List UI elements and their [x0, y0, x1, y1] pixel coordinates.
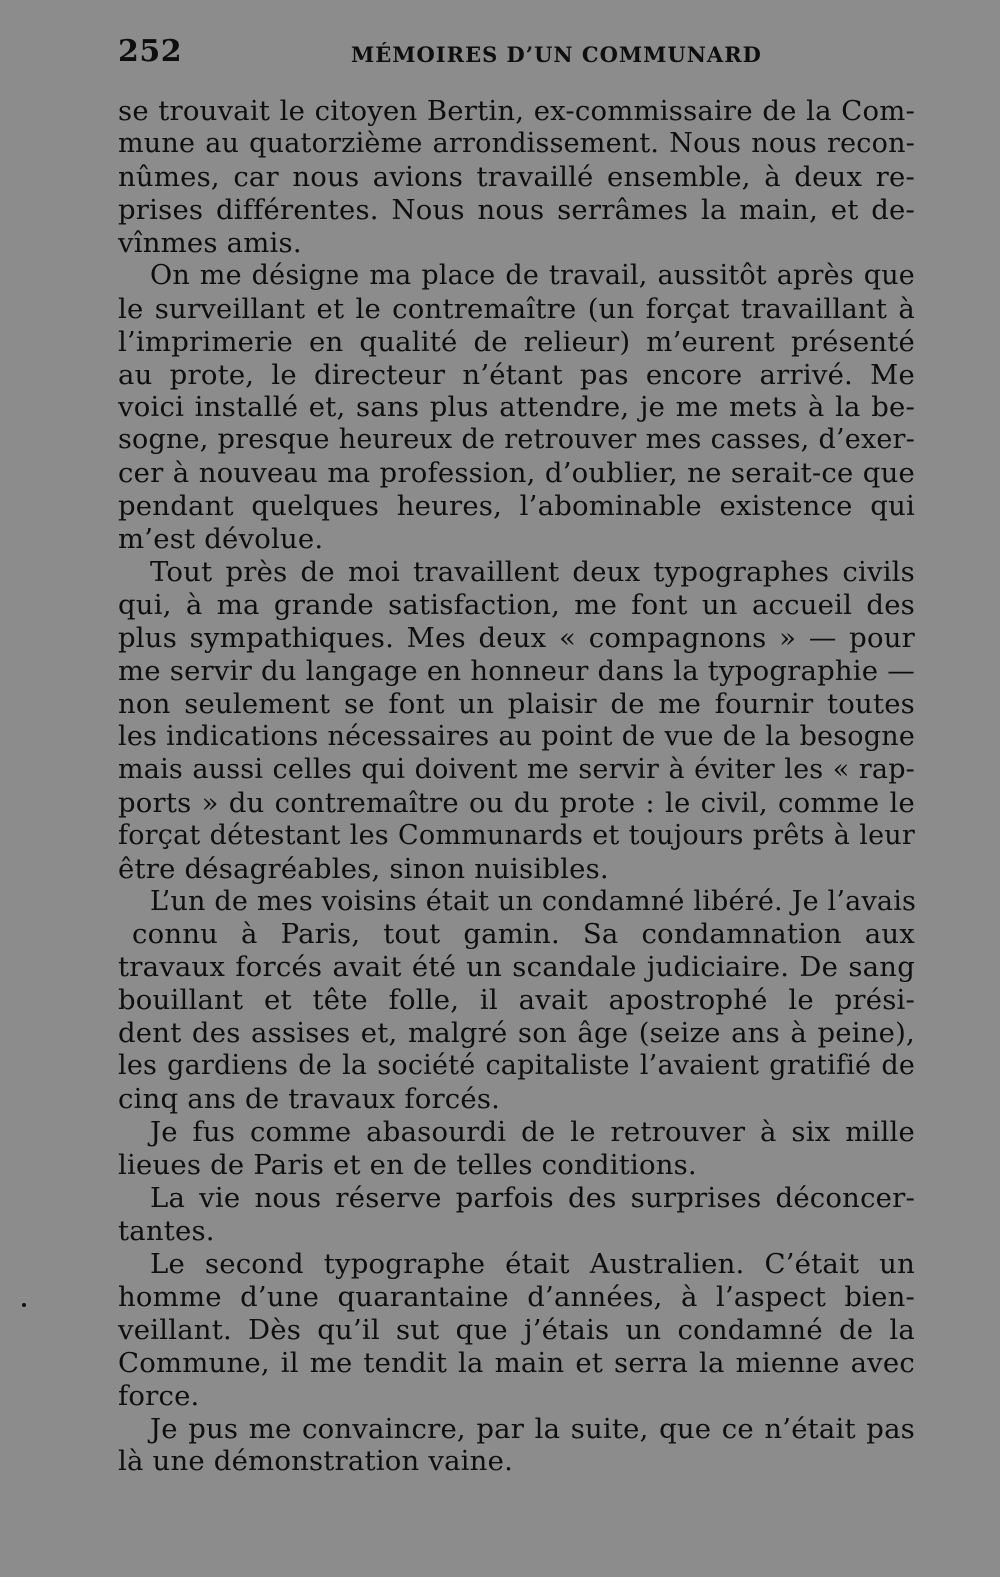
ink-speck — [22, 1303, 26, 1307]
text-line: au prote, le directeur n’étant pas encore arrivé. Me — [118, 358, 915, 391]
text-line: les indications nécessaires au point de vue de la besogne — [118, 720, 915, 752]
text-line: travaux forcés avait été un scandale judiciaire. De sang — [118, 951, 915, 984]
page-number: 252 — [118, 34, 183, 69]
paragraph-start-line: L’un de mes voisins était un condamné libéré. Je l’avais — [150, 885, 917, 917]
text-line: me servir du langage en honneur dans la typographie — — [118, 654, 915, 687]
text-line: non seulement se font un plaisir de me fournir toutes — [118, 687, 915, 720]
text-line: les gardiens de la société capitaliste l’avaient gratifié de — [118, 1050, 915, 1082]
page-header — [118, 34, 915, 74]
text-line: cer à nouveau ma profession, d’oublier, ne serait-ce que — [118, 457, 915, 490]
text-line: voici installé et, sans plus attendre, je me mets à la be- — [118, 391, 915, 424]
paragraph-start-line: Tout près de moi travaillent deux typographes civils — [150, 556, 915, 589]
text-line: qui, à ma grande satisfaction, me font un accueil des — [118, 589, 915, 622]
text-line: forçat détestant les Communards et toujours prêts à leur — [118, 819, 915, 851]
text-line: cinq ans de travaux forcés. — [118, 1083, 501, 1116]
text-line: tantes. — [118, 1214, 215, 1247]
text-line: se trouvait le citoyen Bertin, ex-commissaire de la Com- — [118, 95, 915, 127]
text-line: veillant. Dès qu’il sut que j’étais un condamné de la — [118, 1313, 915, 1346]
text-line: sogne, presque heureux de retrouver mes casses, d’exer- — [118, 424, 915, 456]
text-line: ports » du contremaître ou du prote : le civil, comme le — [118, 786, 915, 819]
paragraph-start-line: On me désigne ma place de travail, aussitôt après que — [150, 259, 915, 291]
running-title: MÉMOIRES D’UN COMMUNARD — [351, 42, 762, 67]
text-line: vînmes amis. — [118, 226, 302, 259]
text-line: mais aussi celles qui doivent me servir à éviter les « rap- — [118, 753, 915, 785]
text-line: homme d’une quarantaine d’années, à l’aspect bien- — [118, 1280, 915, 1313]
text-line: plus sympathiques. Mes deux « compagnons » — pour — [118, 622, 915, 654]
text-line: lieues de Paris et en de telles conditions. — [118, 1149, 697, 1181]
text-line: m’est dévolue. — [118, 523, 324, 556]
text-line: prises différentes. Nous nous serrâmes la main, et de- — [118, 193, 915, 226]
text-line: nûmes, car nous avions travaillé ensemble, à deux re- — [118, 160, 915, 193]
text-line: Commune, il me tendit la main et serra la mienne avec — [118, 1346, 915, 1379]
paragraph-start-line: La vie nous réserve parfois des surprises déconcer- — [150, 1181, 915, 1214]
text-line: être désagréables, sinon nuisibles. — [118, 852, 609, 885]
text-line: là une démonstration vaine. — [118, 1445, 514, 1478]
text-line: l’imprimerie en qualité de relieur) m’eurent présenté — [118, 325, 915, 358]
text-line: dent des assises et, malgré son âge (seize ans à peine), — [118, 1017, 915, 1050]
paragraph-start-line: Je fus comme abasourdi de le retrouver à six mille — [150, 1116, 915, 1149]
text-line: connu à Paris, tout gamin. Sa condamnation aux — [132, 918, 915, 951]
text-line: bouillant et tête folle, il avait apostrophé le prési- — [118, 984, 915, 1017]
text-line: pendant quelques heures, l’abominable existence qui — [118, 490, 915, 523]
text-line: mune au quatorzième arrondissement. Nous nous recon- — [118, 127, 915, 159]
text-line: force. — [118, 1379, 200, 1412]
paragraph-start-line: Le second typographe était Australien. C’était un — [150, 1247, 915, 1280]
paragraph-start-line: Je pus me convaincre, par la suite, que ce n’était pas — [150, 1412, 915, 1445]
text-line: le surveillant et le contremaître (un forçat travaillant à — [118, 292, 915, 325]
body-text — [118, 95, 915, 1478]
